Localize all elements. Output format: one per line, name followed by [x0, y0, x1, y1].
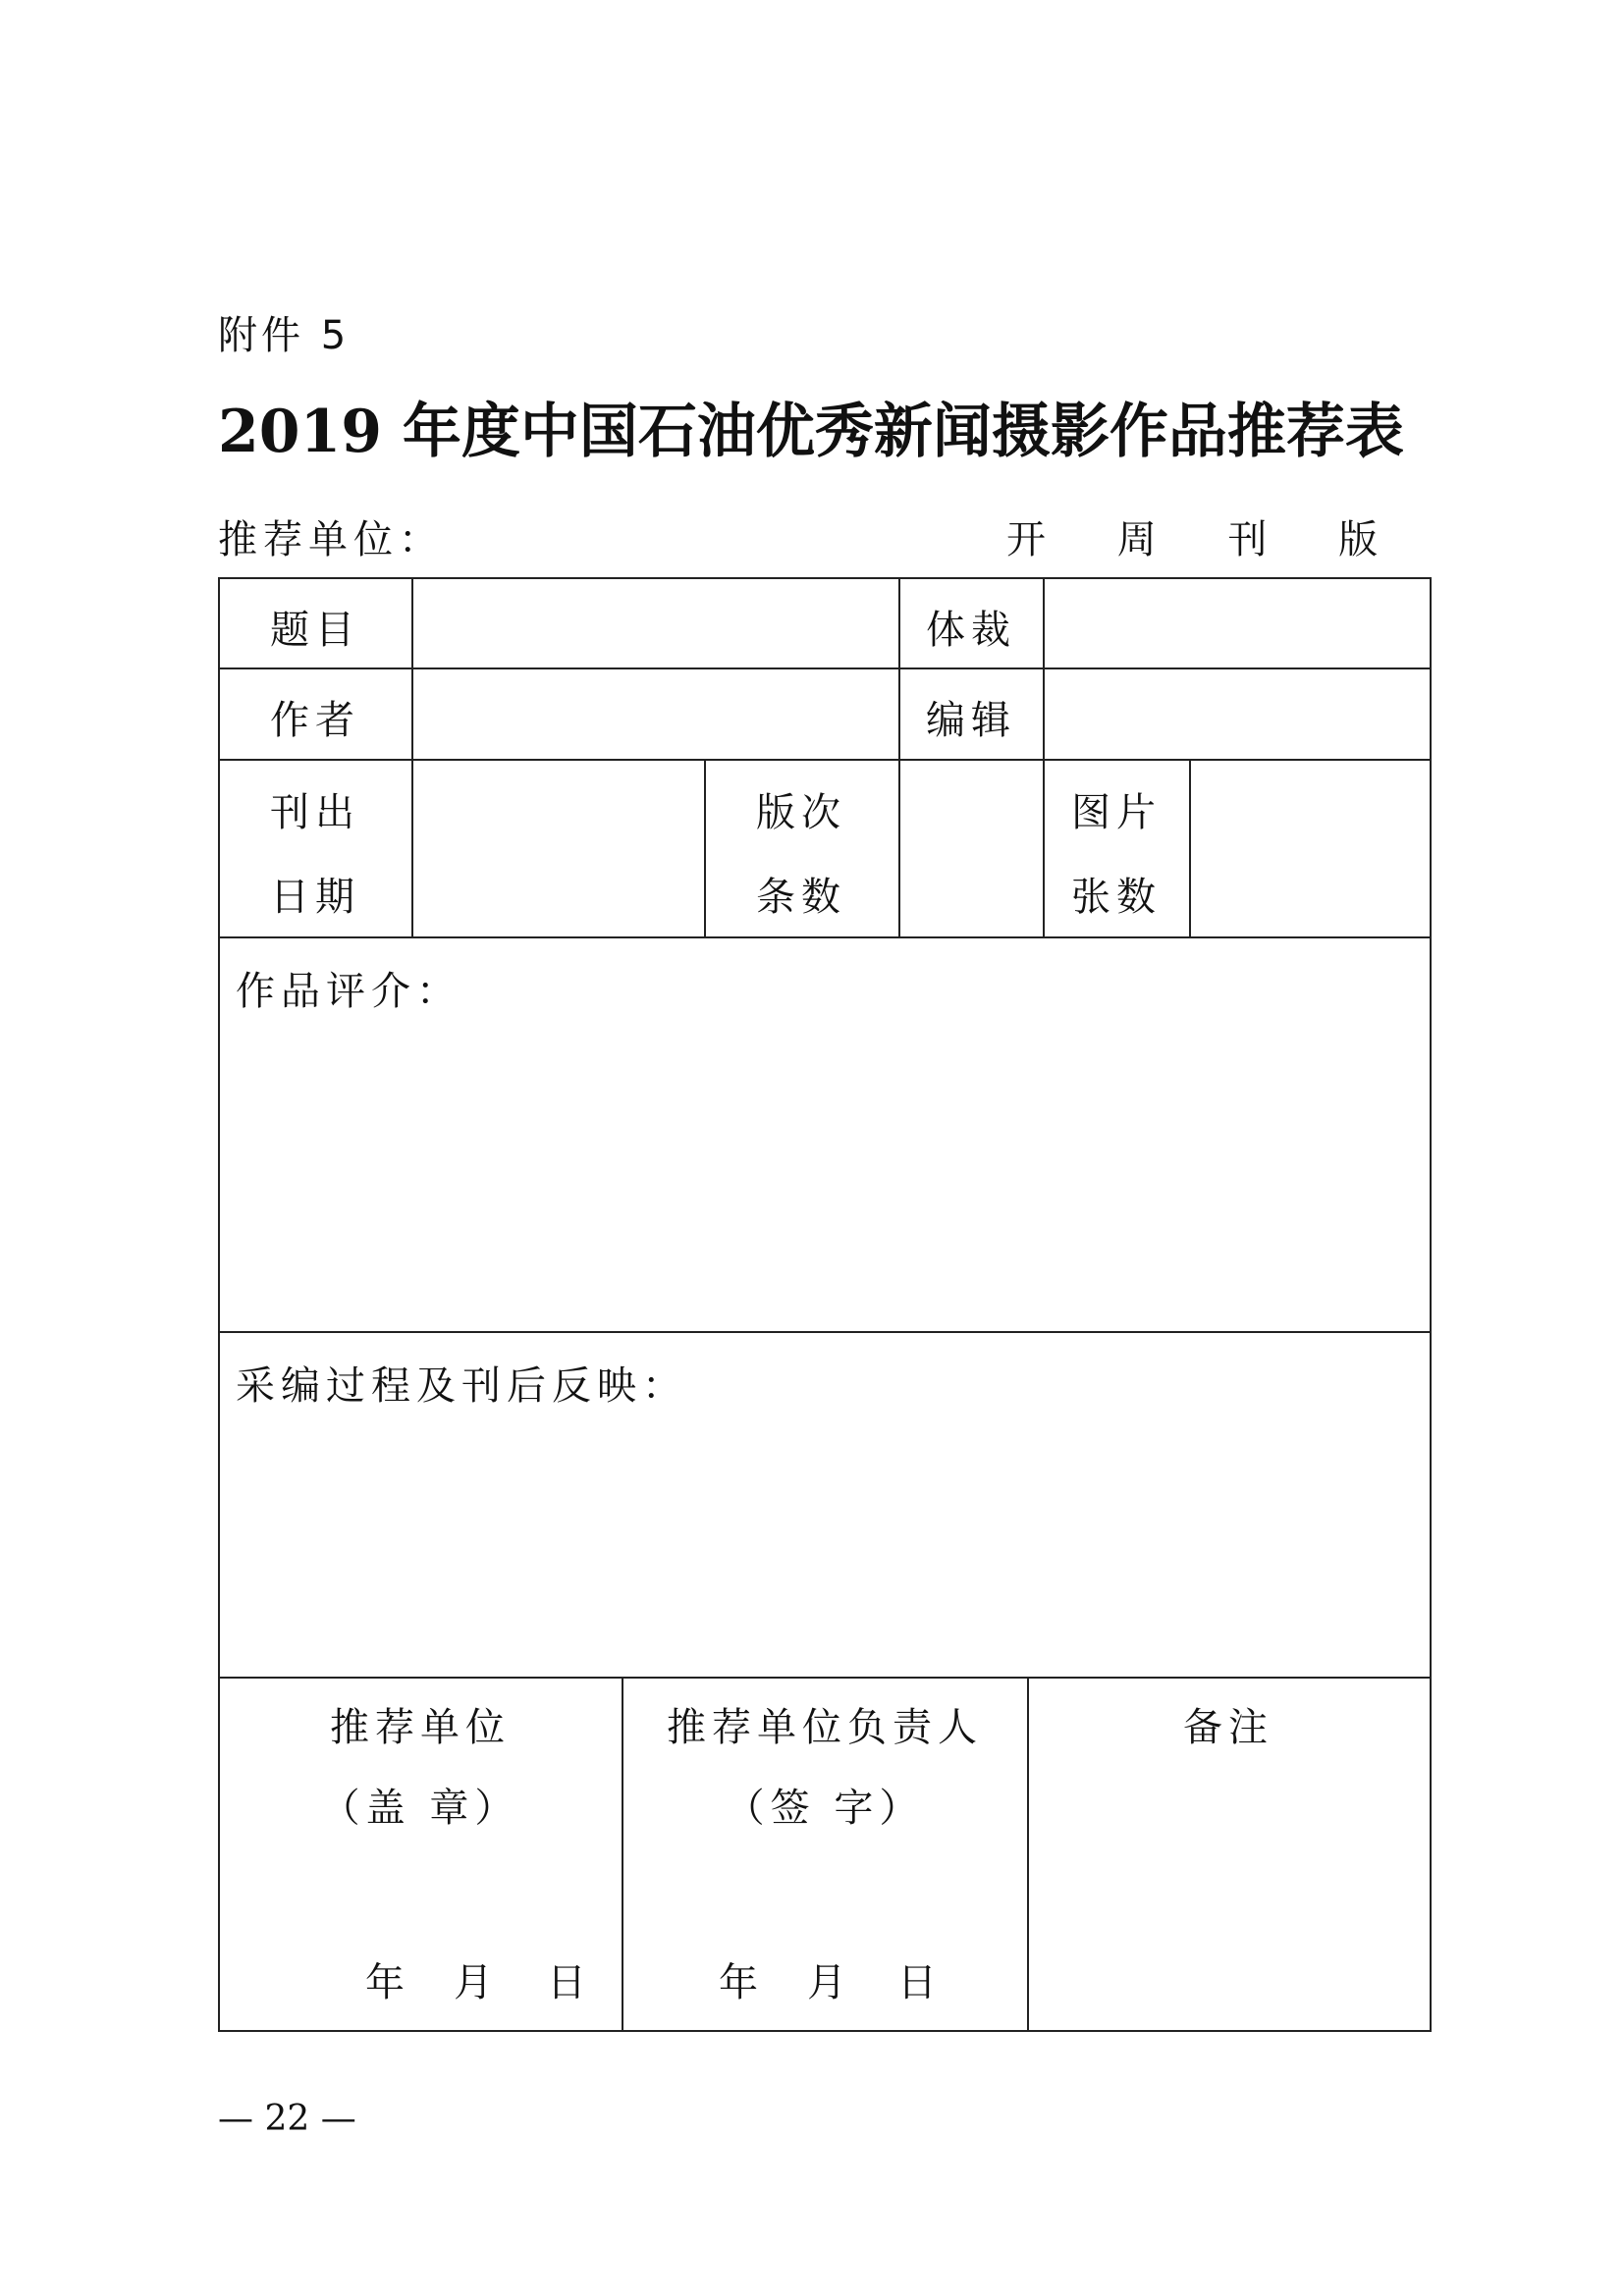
- row-divider-4: [218, 1331, 1432, 1333]
- col-divider-mid-right: [1043, 577, 1045, 936]
- label-remark: 备注: [1183, 1705, 1273, 1750]
- table-border-right: [1430, 577, 1432, 2032]
- recommend-unit-label: 推荐单位：: [218, 517, 444, 562]
- edition-label: [1006, 508, 1415, 564]
- label-recommend-unit: 推荐单位: [330, 1705, 511, 1750]
- leader-date-day: 日: [897, 1960, 943, 2005]
- label-edition-count-1: 版次: [756, 790, 846, 835]
- edition-zhou: 周: [1116, 517, 1157, 562]
- label-photo-count-2: 张数: [1071, 875, 1162, 920]
- document-title: 2019 年度中国石油优秀新闻摄影作品推荐表: [218, 398, 1404, 466]
- unit-date-month: 月: [454, 1960, 499, 2005]
- label-seal: （盖 章）: [320, 1786, 520, 1831]
- col-divider-sign-1: [622, 1677, 623, 2032]
- col-divider-row3-a: [704, 759, 706, 936]
- label-evaluation: 作品评介：: [236, 969, 461, 1014]
- label-unit-leader: 推荐单位负责人: [667, 1705, 983, 1750]
- label-publish-date-1: 刊出: [270, 790, 360, 835]
- label-edition-count-2: 条数: [756, 875, 846, 920]
- edition-kan: 刊: [1227, 517, 1268, 562]
- leader-date-month: 月: [807, 1960, 852, 2005]
- label-process: 采编过程及刊后反映：: [236, 1363, 687, 1409]
- label-editor: 编辑: [926, 698, 1016, 743]
- attachment-label: 附件 5: [218, 313, 351, 358]
- table-border-left: [218, 577, 220, 2032]
- label-photo-count-1: 图片: [1071, 790, 1162, 835]
- row-divider-5: [218, 1677, 1432, 1679]
- leader-date-year: 年: [719, 1960, 764, 2005]
- label-publish-date-2: 日期: [270, 875, 360, 920]
- col-divider-label: [411, 577, 413, 936]
- row-divider-3: [218, 936, 1432, 938]
- col-divider-row3-b: [1189, 759, 1191, 936]
- label-genre: 体裁: [926, 608, 1016, 653]
- col-divider-mid-left: [898, 577, 900, 936]
- edition-kai: 开: [1006, 517, 1046, 562]
- label-signature: （签 字）: [725, 1786, 925, 1831]
- row-divider-1: [218, 667, 1432, 669]
- label-author: 作者: [270, 698, 360, 743]
- unit-date-year: 年: [365, 1960, 410, 2005]
- col-divider-sign-2: [1027, 1677, 1029, 2032]
- row-divider-2: [218, 759, 1432, 761]
- recommendation-form: [218, 577, 1432, 2032]
- edition-ban: 版: [1338, 517, 1379, 562]
- table-border-bottom: [218, 2030, 1432, 2032]
- table-border-top: [218, 577, 1432, 579]
- page-number: — 22 —: [218, 2099, 356, 2139]
- unit-date-day: 日: [547, 1960, 592, 2005]
- label-title: 题目: [270, 608, 360, 653]
